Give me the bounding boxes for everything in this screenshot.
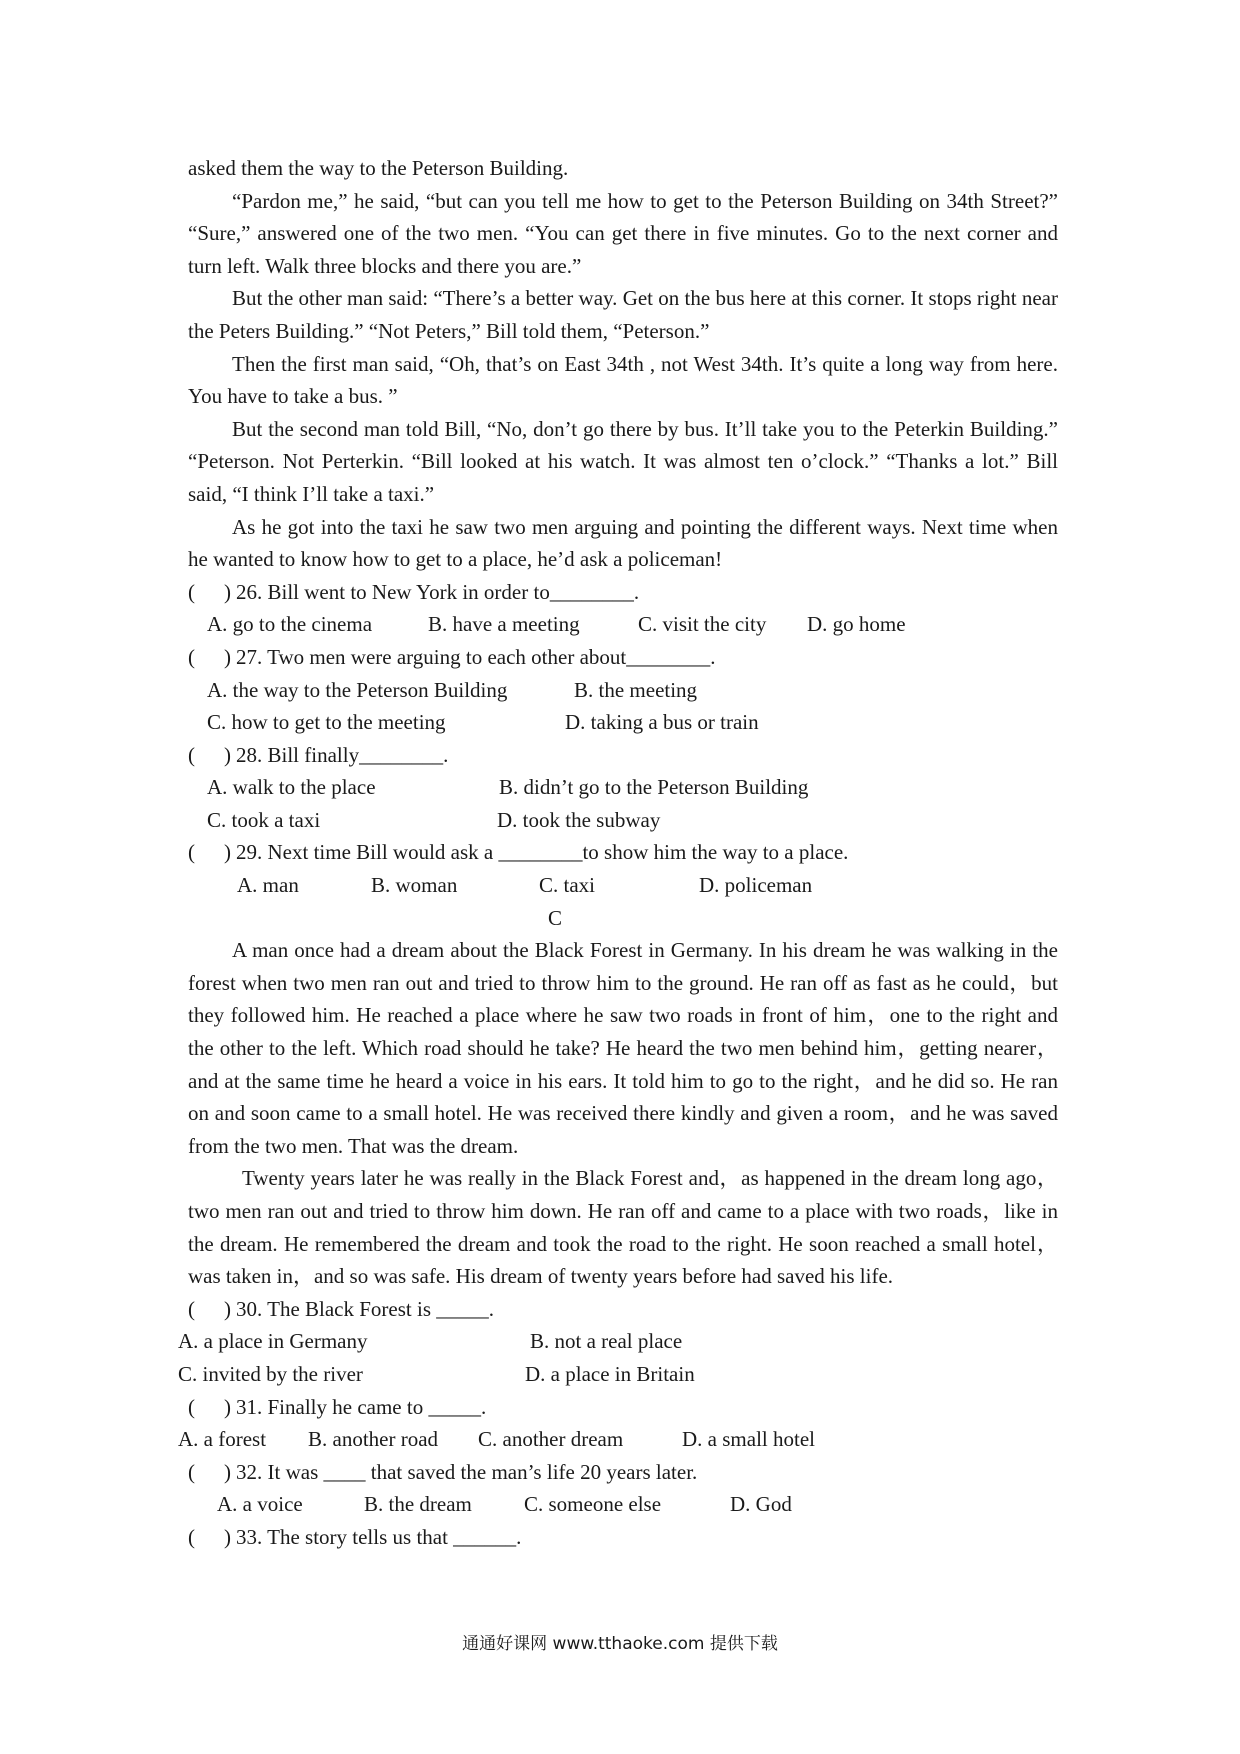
page-footer: 通通好课网 www.tthaoke.com 提供下载 xyxy=(462,1634,778,1654)
question-28 xyxy=(188,739,1058,772)
option-b: B. the dream xyxy=(364,1492,472,1517)
passage-paragraph: But the other man said: “There’s a better way. Get on the bus here at this corner. It stops right near the Peters Building.” “Not Peters,” Bill told them, “Peterson.” xyxy=(188,286,1058,343)
option-c: C. visit the city xyxy=(638,612,767,637)
question-text: 27. Two men were arguing to each other about________. xyxy=(236,644,716,669)
options-row xyxy=(178,1358,1058,1391)
answer-paren-open: ( xyxy=(188,1394,195,1419)
option-a: A. man xyxy=(237,873,299,898)
option-b: B. woman xyxy=(371,873,458,898)
answer-paren-open: ( xyxy=(188,840,195,865)
answer-paren-open: ( xyxy=(188,644,195,669)
option-b: B. not a real place xyxy=(530,1329,683,1354)
answer-paren-close: ) xyxy=(224,1459,231,1484)
option-d: D. go home xyxy=(807,612,906,637)
passage-paragraph: “Pardon me,” he said, “but can you tell me how to get to the Peterson Building on 34th Street?” “Sure,” answered one of the two men. “You can get there in five minutes. Go to the next corner and turn left. Walk three blocks and there you are.” xyxy=(188,188,1058,278)
options-row xyxy=(178,1325,1058,1358)
question-text: 32. It was ____ that saved the man’s life 20 years later. xyxy=(236,1459,698,1484)
passage-paragraph: But the second man told Bill, “No, don’t go there by bus. It’ll take you to the Peterkin Building.” “Peterson. Not Perterkin. “Bill looked at his watch. It was almost ten o’clock.” “Thanks a lot.” Bill said, “I think I’ll take a taxi.” xyxy=(188,416,1058,506)
question-text: 30. The Black Forest is _____. xyxy=(236,1296,495,1321)
passage-paragraph: asked them the way to the Peterson Building. xyxy=(188,156,569,180)
option-a: A. a voice xyxy=(217,1492,303,1517)
passage-paragraph: Twenty years later he was really in the Black Forest and，as happened in the dream long ago，two men ran out and tried to throw him down. He ran off and came to a place with two roads，like in the dream. He remembered the dream and took the road to the right. He soon reached a small hotel，was taken in，and so was safe. His dream of twenty years before had saved his life. xyxy=(188,1166,1058,1289)
options-row xyxy=(188,706,1058,739)
answer-paren-open: ( xyxy=(188,1524,195,1549)
question-33 xyxy=(188,1521,1058,1554)
options-row xyxy=(188,771,1058,804)
question-text: 29. Next time Bill would ask a ________to show him the way to a place. xyxy=(236,840,849,865)
option-a: A. the way to the Peterson Building xyxy=(207,677,508,702)
answer-paren-close: ) xyxy=(224,1296,231,1321)
option-b: B. the meeting xyxy=(574,677,698,702)
section-letter-c: C xyxy=(548,905,563,930)
answer-paren-open: ( xyxy=(188,742,195,767)
passage-paragraph: Then the first man said, “Oh, that’s on East 34th , not West 34th. It’s quite a long way from here. You have to take a bus. ” xyxy=(188,351,1058,409)
answer-paren-close: ) xyxy=(224,644,231,669)
question-32 xyxy=(188,1456,1058,1489)
answer-paren-close: ) xyxy=(224,1394,231,1419)
options-row xyxy=(178,1423,1058,1456)
question-text: 28. Bill finally________. xyxy=(236,742,449,767)
answer-paren-open: ( xyxy=(188,1459,195,1484)
passage-paragraph: As he got into the taxi he saw two men arguing and pointing the different ways. Next time when he wanted to know how to get to a place, he’d ask a policeman! xyxy=(188,514,1058,572)
answer-paren-close: ) xyxy=(224,579,231,604)
passage-paragraph: A man once had a dream about the Black Forest in Germany. In his dream he was walking in the forest when two men ran out and tried to throw him to the ground. He ran off as fast as he could，but they followed him. He reached a place where he saw two roads in front of him，one to the right and the other to the left. Which road should he take? He heard the two men behind him，getting nearer，and at the same time he heard a voice in his ears. It told him to go to the right，and he did so. He ran on and soon came to a small hotel. He was received there kindly and given a room，and he was saved from the two men. That was the dream. xyxy=(188,938,1058,1158)
option-a: A. go to the cinema xyxy=(207,612,373,637)
answer-paren-close: ) xyxy=(224,742,231,767)
option-d: D. a small hotel xyxy=(682,1427,815,1452)
option-d: D. God xyxy=(730,1492,792,1517)
question-30 xyxy=(188,1293,1058,1326)
option-b: B. didn’t go to the Peterson Building xyxy=(499,775,809,800)
question-26 xyxy=(188,576,1058,609)
option-d: D. took the subway xyxy=(497,807,661,832)
option-d: D. a place in Britain xyxy=(525,1361,695,1386)
option-a: A. a place in Germany xyxy=(178,1329,368,1354)
answer-paren-close: ) xyxy=(224,1524,231,1549)
options-row xyxy=(188,674,1058,707)
option-c: C. taxi xyxy=(539,873,595,898)
option-d: D. taking a bus or train xyxy=(565,710,759,735)
option-c: C. how to get to the meeting xyxy=(207,710,446,735)
question-31 xyxy=(188,1391,1058,1424)
option-c: C. took a taxi xyxy=(207,807,321,832)
answer-paren-open: ( xyxy=(188,1296,195,1321)
option-c: C. invited by the river xyxy=(178,1361,363,1386)
option-d: D. policeman xyxy=(699,873,813,898)
option-a: A. walk to the place xyxy=(207,775,376,800)
answer-paren-close: ) xyxy=(224,840,231,865)
option-b: B. another road xyxy=(308,1427,439,1452)
options-row xyxy=(188,804,1058,837)
question-27 xyxy=(188,641,1058,674)
question-text: 33. The story tells us that ______. xyxy=(236,1524,522,1549)
options-row xyxy=(188,1488,1058,1521)
option-c: C. another dream xyxy=(478,1427,624,1452)
option-c: C. someone else xyxy=(524,1492,662,1517)
question-text: 26. Bill went to New York in order to________. xyxy=(236,579,640,604)
answer-paren-open: ( xyxy=(188,579,195,604)
option-a: A. a forest xyxy=(178,1427,267,1452)
option-b: B. have a meeting xyxy=(428,612,580,637)
document-page xyxy=(178,152,1058,1554)
options-row xyxy=(188,608,1058,641)
options-row xyxy=(188,869,1058,902)
question-text: 31. Finally he came to _____. xyxy=(236,1394,487,1419)
question-29 xyxy=(188,836,1058,869)
section-heading xyxy=(188,902,1058,935)
